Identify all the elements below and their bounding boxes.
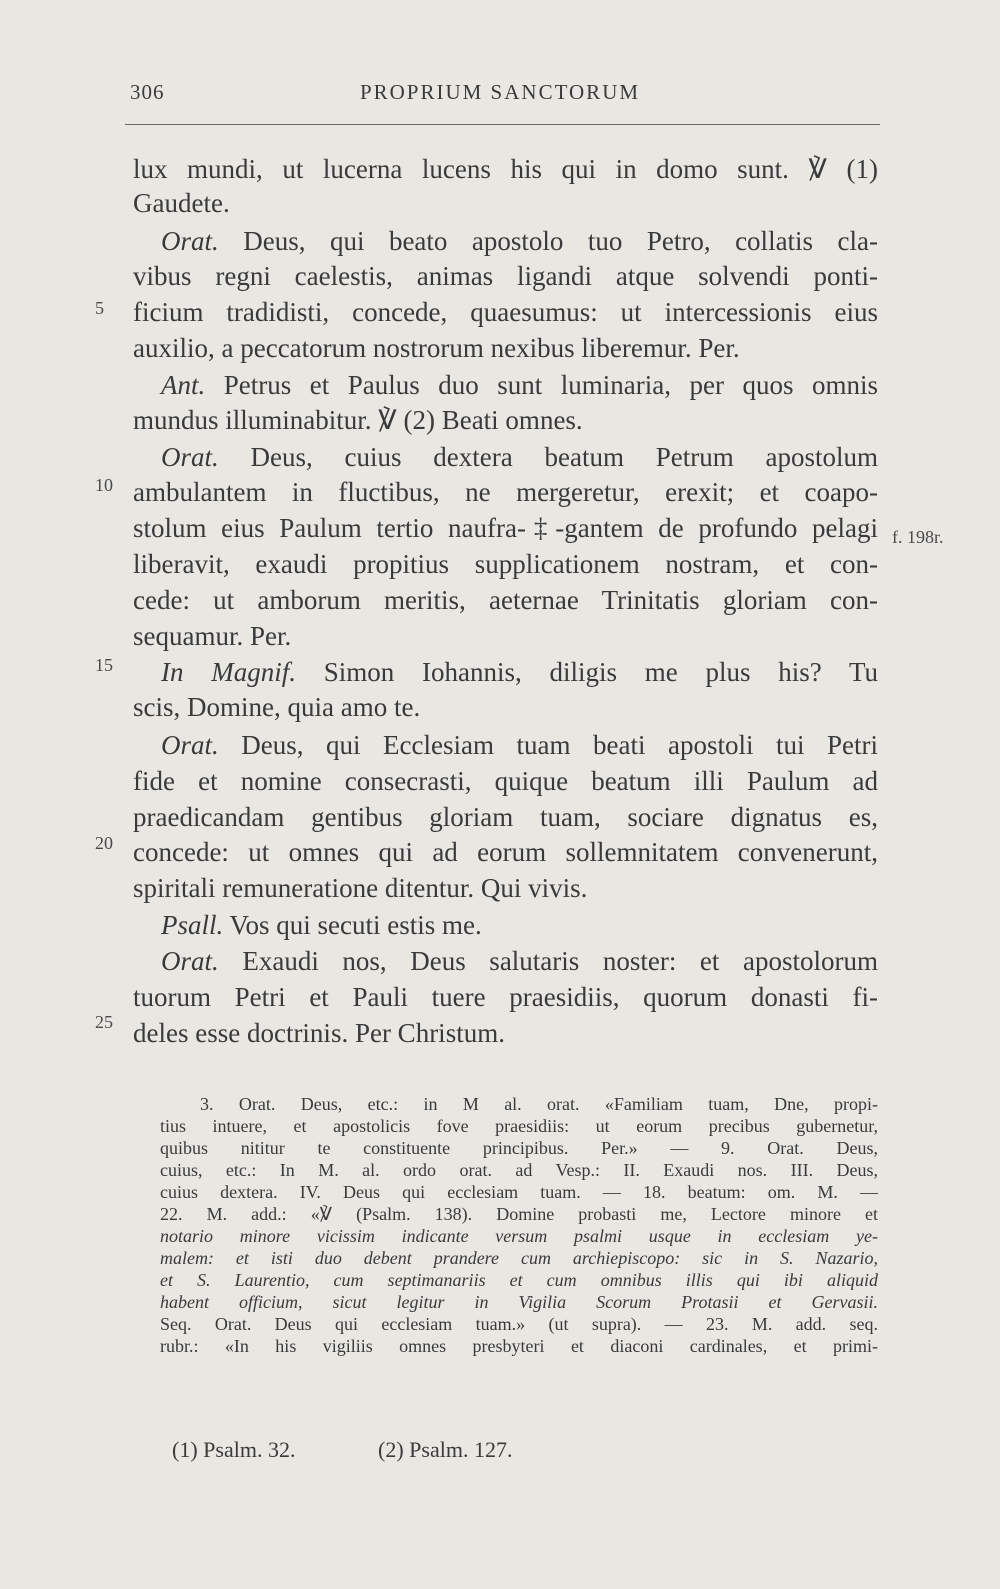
footnote-1: (1) Psalm. 32. bbox=[172, 1437, 296, 1462]
text-line: lux mundi, ut lucerna lucens his qui in domo sunt. ℣ (1) bbox=[133, 154, 878, 184]
text-line: tuorum Petri et Pauli tuere praesidiis, quorum donasti fi- bbox=[133, 982, 878, 1012]
rubric-label: In Magnif. bbox=[161, 657, 296, 687]
text-line: vibus regni caelestis, animas ligandi atque solvendi ponti- bbox=[133, 261, 878, 291]
text-line: scis, Domine, quia amo te. bbox=[133, 692, 421, 722]
text-line: fide et nomine consecrasti, quique beatum illi Paulum ad bbox=[133, 766, 878, 796]
text-line: Psall. Vos qui secuti estis me. bbox=[161, 910, 482, 940]
page-number: 306 bbox=[130, 80, 165, 104]
apparatus-line: rubr.: «In his vigiliis omnes presbyteri et diaconi cardinales, et primi- bbox=[160, 1336, 878, 1356]
apparatus-line: notario minore vicissim indicante versum psalmi usque in ecclesiam ye- bbox=[160, 1226, 878, 1246]
header-rule bbox=[125, 124, 880, 125]
text-line: praedicandam gentibus gloriam tuam, sociare dignatus es, bbox=[133, 802, 878, 832]
text-line: spiritali remuneratione ditentur. Qui vivis. bbox=[133, 873, 588, 903]
apparatus-line: cuius, etc.: In M. al. ordo orat. ad Vesp.: II. Exaudi nos. III. Deus, bbox=[160, 1160, 878, 1180]
rubric-label: Psall. bbox=[161, 910, 224, 940]
apparatus-line: et S. Laurentio, cum septimanariis et cum omnibus illis qui ibi aliquid bbox=[160, 1270, 878, 1290]
rubric-label: Orat. bbox=[161, 442, 219, 472]
text-line: liberavit, exaudi propitius supplicationem nostram, et con- bbox=[133, 549, 878, 579]
text-line: Gaudete. bbox=[133, 188, 230, 218]
running-title: PROPRIUM SANCTORUM bbox=[359, 80, 641, 104]
text-line: In Magnif. Simon Iohannis, diligis me plus his? Tu bbox=[161, 657, 878, 687]
line-number: 25 bbox=[95, 1012, 113, 1032]
text-line: Orat. Deus, qui Ecclesiam tuam beati apostoli tui Petri bbox=[161, 730, 878, 760]
apparatus-line: quibus nititur te constituente principibus. Per.» — 9. Orat. Deus, bbox=[160, 1138, 878, 1158]
text-line: Orat. Exaudi nos, Deus salutaris noster: et apostolorum bbox=[161, 946, 878, 976]
text-line: deles esse doctrinis. Per Christum. bbox=[133, 1018, 505, 1048]
rubric-label: Orat. bbox=[161, 226, 219, 256]
line-number: 15 bbox=[95, 655, 113, 675]
apparatus-line: Seq. Orat. Deus qui ecclesiam tuam.» (ut supra). — 23. M. add. seq. bbox=[160, 1314, 878, 1334]
text-line: Ant. Petrus et Paulus duo sunt luminaria, per quos omnis bbox=[161, 370, 878, 400]
rubric-label: Orat. bbox=[161, 730, 219, 760]
folio-marker: f. 198r. bbox=[892, 527, 944, 547]
text-line: Orat. Deus, cuius dextera beatum Petrum apostolum bbox=[161, 442, 878, 472]
text-line: ficium tradidisti, concede, quaesumus: ut intercessionis eius bbox=[133, 297, 878, 327]
apparatus-line: 3. Orat. Deus, etc.: in M al. orat. «Familiam tuam, Dne, propi- bbox=[200, 1094, 878, 1114]
apparatus-line: cuius dextera. IV. Deus qui ecclesiam tuam. — 18. beatum: om. M. — bbox=[160, 1182, 878, 1202]
text-line: auxilio, a peccatorum nostrorum nexibus liberemur. Per. bbox=[133, 333, 740, 363]
text-line: cede: ut amborum meritis, aeternae Trinitatis gloriam con- bbox=[133, 585, 878, 615]
line-number: 20 bbox=[95, 833, 113, 853]
line-number: 10 bbox=[95, 475, 113, 495]
text-line: Orat. Deus, qui beato apostolo tuo Petro, collatis cla- bbox=[161, 226, 878, 256]
text-line: stolum eius Paulum tertio naufra-‡-gantem de profundo pelagi bbox=[133, 513, 878, 543]
text-line: concede: ut omnes qui ad eorum sollemnitatem convenerunt, bbox=[133, 837, 878, 867]
text-line: mundus illuminabitur. ℣ (2) Beati omnes. bbox=[133, 405, 583, 435]
apparatus-line: malem: et isti duo debent prandere cum archiepiscopo: sic in S. Nazario, bbox=[160, 1248, 878, 1268]
footnote-2: (2) Psalm. 127. bbox=[378, 1437, 513, 1462]
rubric-label: Ant. bbox=[161, 370, 206, 400]
text-line: ambulantem in fluctibus, ne mergeretur, erexit; et coapo- bbox=[133, 477, 878, 507]
apparatus-line: habent officium, sicut legitur in Vigilia Scorum Protasii et Gervasii. bbox=[160, 1292, 878, 1312]
text-line: sequamur. Per. bbox=[133, 621, 292, 651]
apparatus-line: 22. M. add.: «℣ (Psalm. 138). Domine probasti me, Lectore minore et bbox=[160, 1204, 878, 1224]
apparatus-line: tius intuere, et apostolicis fove praesidiis: ut eorum precibus gubernetur, bbox=[160, 1116, 878, 1136]
rubric-label: Orat. bbox=[161, 946, 219, 976]
line-number: 5 bbox=[95, 298, 104, 318]
